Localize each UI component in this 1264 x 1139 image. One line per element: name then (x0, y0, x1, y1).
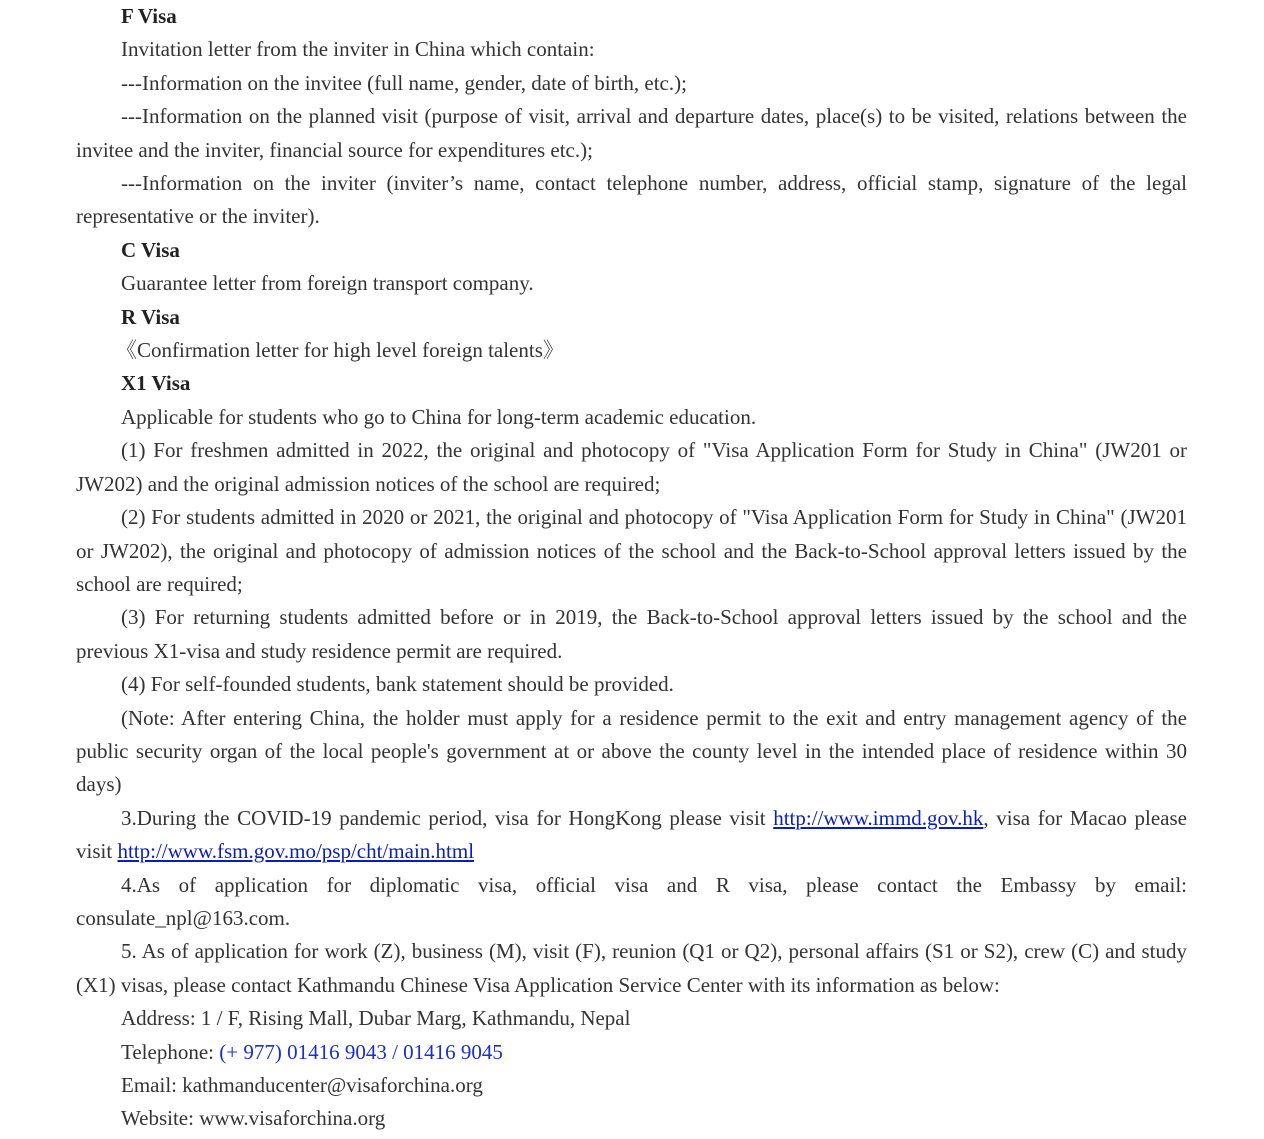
x1-visa-item-2020-2021: (2) For students admitted in 2020 or 2021, the original and photocopy of "Visa Application Form for Study in China" (JW201 or JW202), the original and photocopy of admission notices of the school and the Back-to-School approval letters issued by the school are required; (76, 505, 1187, 596)
fsm-link[interactable]: http://www.fsm.gov.mo/psp/cht/main.html (117, 839, 475, 864)
r-visa-heading: R Visa (121, 304, 180, 329)
immd-link[interactable]: http://www.immd.gov.hk (773, 805, 984, 830)
telephone-label: Telephone: (121, 1039, 220, 1064)
r-visa-text: 《Confirmation letter for high level foreign talents》 (116, 338, 564, 363)
x1-visa-heading: X1 Visa (121, 371, 191, 396)
c-visa-heading: C Visa (121, 237, 180, 262)
telephone-number[interactable]: (+ 977) 01416 9043 / 01416 9045 (219, 1039, 503, 1064)
f-visa-item-planned-visit: ---Information on the planned visit (purpose of visit, arrival and departure dates, place(s) to be visited, relations between the invitee and the inviter, financial source for expenditures etc.); (76, 104, 1187, 162)
contact-website: Website: www.visaforchina.org (121, 1106, 386, 1131)
f-visa-intro: Invitation letter from the inviter in China which contain: (121, 37, 595, 62)
f-visa-heading: F Visa (121, 4, 177, 28)
point-3-middle: , visa for Macao please visit (76, 805, 1187, 864)
point-5-paragraph: 5. As of application for work (Z), business (M), visit (F), reunion (Q1 or Q2), personal affairs (S1 or S2), crew (C) and study (X1) visas, please contact Kathmandu Chinese Visa Application Service Center with its information as below: (76, 939, 1187, 997)
contact-address: Address: 1 / F, Rising Mall, Dubar Marg, Kathmandu, Nepal (121, 1006, 631, 1031)
c-visa-text: Guarantee letter from foreign transport company. (121, 271, 534, 296)
x1-visa-item-self-funded: (4) For self-founded students, bank statement should be provided. (121, 672, 674, 697)
x1-visa-intro: Applicable for students who go to China for long-term academic education. (121, 404, 757, 429)
x1-visa-item-returning: (3) For returning students admitted before or in 2019, the Back-to-School approval letters issued by the school and the previous X1-visa and study residence permit are required. (76, 605, 1187, 663)
contact-telephone (76, 1036, 1187, 1069)
document-page (76, 0, 1187, 1136)
x1-visa-item-freshmen: (1) For freshmen admitted in 2022, the original and photocopy of "Visa Application Form for Study in China" (JW201 or JW202) and the original admission notices of the school are required; (76, 438, 1187, 496)
point-3-prefix: 3.During the COVID-19 pandemic period, visa for HongKong please visit (121, 805, 774, 830)
f-visa-item-inviter: ---Information on the inviter (inviter’s name, contact telephone number, address, official stamp, signature of the legal representative or the inviter). (76, 171, 1187, 229)
point-4-paragraph: 4.As of application for diplomatic visa, official visa and R visa, please contact the Embassy by email: consulate_npl@163.com. (76, 872, 1187, 930)
x1-visa-note: (Note: After entering China, the holder must apply for a residence permit to the exit and entry management agency of the public security organ of the local people's government at or above the county level in the intended place of residence within 30 days) (76, 705, 1187, 797)
contact-email: Email: kathmanducenter@visaforchina.org (121, 1073, 483, 1097)
point-3-paragraph (76, 802, 1187, 869)
f-visa-item-invitee: ---Information on the invitee (full name, gender, date of birth, etc.); (121, 70, 687, 95)
